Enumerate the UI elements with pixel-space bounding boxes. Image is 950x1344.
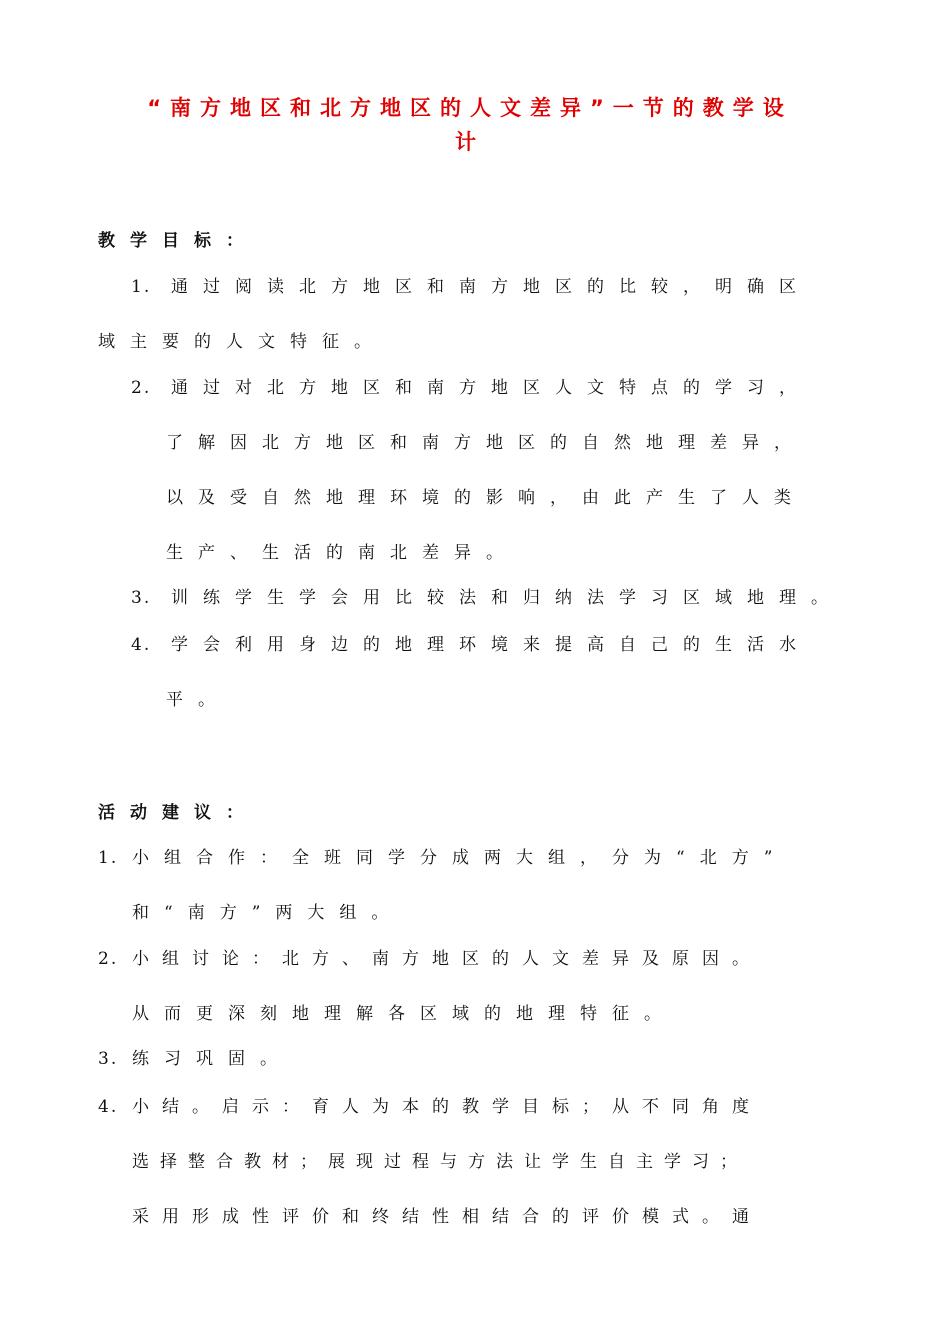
activity-number: 3. — [98, 1049, 119, 1069]
activity-text-continued: 采用形成性评价和终结性相结合的评价模式。通 — [132, 1207, 762, 1227]
activity-text-continued: 从而更深刻地理解各区域的地理特征。 — [132, 1004, 676, 1024]
activity-text: 练习巩固。 — [132, 1049, 292, 1069]
activity-number: 2. — [98, 949, 119, 969]
objective-text-continued: 了解因北方地区和南方地区的自然地理差异， — [166, 433, 806, 453]
objective-item-2 — [131, 376, 811, 400]
objective-text-continued: 域主要的人文特征。 — [98, 332, 386, 352]
activity-text: 小组讨论：北方、南方地区的人文差异及原因。 — [132, 949, 762, 969]
objective-text: 训练学生学会用比较法和归纳法学习区域地理。 — [171, 588, 843, 608]
objective-text-continued: 生产、生活的南北差异。 — [166, 543, 518, 563]
document-title-line-2: 计 — [455, 130, 485, 154]
objective-text: 学会利用身边的地理环境来提高自己的生活水 — [171, 635, 811, 655]
document-title-line-1: “南方地区和北方地区的人文差异”一节的教学设 — [147, 96, 793, 120]
objective-number: 1. — [131, 277, 152, 297]
activity-text: 小组合作：全班同学分成两大组，分为“北方” — [132, 848, 788, 868]
activity-item-3 — [98, 1047, 292, 1071]
objective-number: 3. — [131, 588, 152, 608]
activity-item-2 — [98, 947, 762, 971]
objective-text-continued: 以及受自然地理环境的影响，由此产生了人类 — [166, 488, 806, 508]
objectives-heading: 教学目标： — [98, 231, 258, 251]
activity-item-4 — [98, 1095, 762, 1119]
activity-number: 4. — [98, 1097, 119, 1117]
activity-text-continued: 选择整合教材；展现过程与方法让学生自主学习； — [132, 1152, 748, 1172]
objective-text: 通过阅读北方地区和南方地区的比较，明确区 — [171, 277, 811, 297]
objective-number: 4. — [131, 635, 152, 655]
objective-item-3 — [131, 586, 843, 610]
activity-number: 1. — [98, 848, 119, 868]
activities-heading: 活动建议： — [98, 803, 258, 823]
activity-item-1 — [98, 846, 787, 870]
objective-item-4 — [131, 633, 811, 657]
activity-text-continued: 和“南方”两大组。 — [132, 903, 404, 923]
objective-number: 2. — [131, 378, 152, 398]
objective-item-1 — [131, 275, 811, 299]
activity-text: 小结。启示：育人为本的教学目标；从不同角度 — [132, 1097, 762, 1117]
objective-text: 通过对北方地区和南方地区人文特点的学习， — [171, 378, 811, 398]
objective-text-continued: 平。 — [166, 690, 230, 710]
